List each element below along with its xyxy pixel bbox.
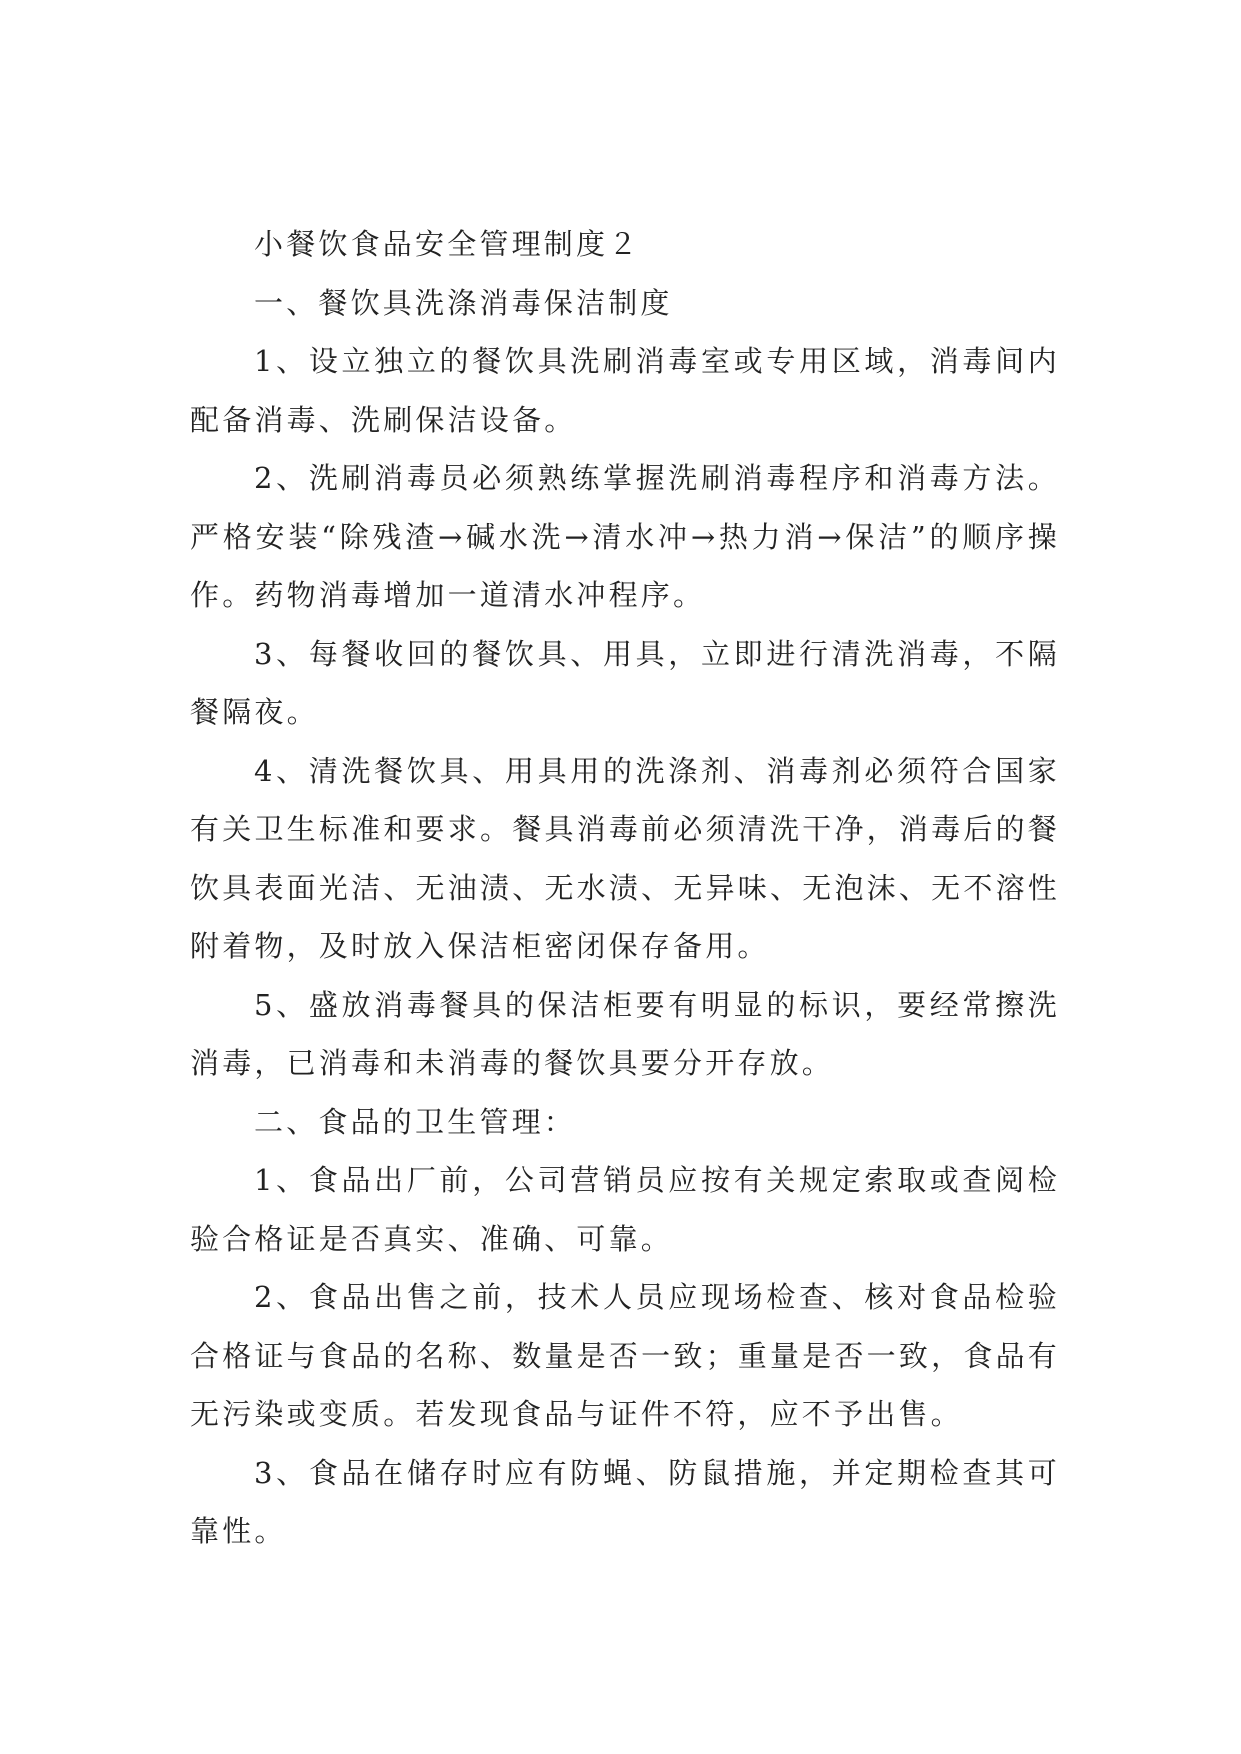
paragraph-1-3: 3、每餐收回的餐饮具、用具，立即进行清洗消毒，不隔餐隔夜。: [190, 636, 1060, 729]
paragraph-1-5: 5、盛放消毒餐具的保洁柜要有明显的标识，要经常擦洗消毒，已消毒和未消毒的餐饮具要分开存放。: [190, 987, 1060, 1080]
paragraph-1-1: 1、设立独立的餐饮具洗刷消毒室或专用区域，消毒间内配备消毒、洗刷保洁设备。: [190, 344, 1060, 437]
paragraph-2-3: 3、食品在储存时应有防蝇、防鼠措施，并定期检查其可靠性。: [190, 1455, 1060, 1548]
paragraph-1-4: 4、清洗餐饮具、用具用的洗涤剂、消毒剂必须符合国家有关卫生标准和要求。餐具消毒前必须清洗干净，消毒后的餐饮具表面光洁、无油渍、无水渍、无异味、无泡沫、无不溶性附着物，及时放入保洁柜密闭保存备用。: [190, 753, 1060, 963]
document-title: 小餐饮食品安全管理制度２: [254, 227, 641, 261]
paragraph-1-2: 2、洗刷消毒员必须熟练掌握洗刷消毒程序和消毒方法。严格安装“除残渣→碱水洗→清水冲→热力消→保洁”的顺序操作。药物消毒增加一道清水冲程序。: [190, 461, 1060, 612]
document-body: [190, 215, 1060, 1561]
paragraph-2-2: 2、食品出售之前，技术人员应现场检查、核对食品检验合格证与食品的名称、数量是否一致；重量是否一致，食品有无污染或变质。若发现食品与证件不符，应不予出售。: [190, 1280, 1060, 1431]
paragraph-2-1: 1、食品出厂前，公司营销员应按有关规定索取或查阅检验合格证是否真实、准确、可靠。: [190, 1163, 1060, 1256]
section-heading-1: 一、餐饮具洗涤消毒保洁制度: [254, 285, 673, 320]
section-heading-2: 二、食品的卫生管理：: [254, 1104, 577, 1139]
